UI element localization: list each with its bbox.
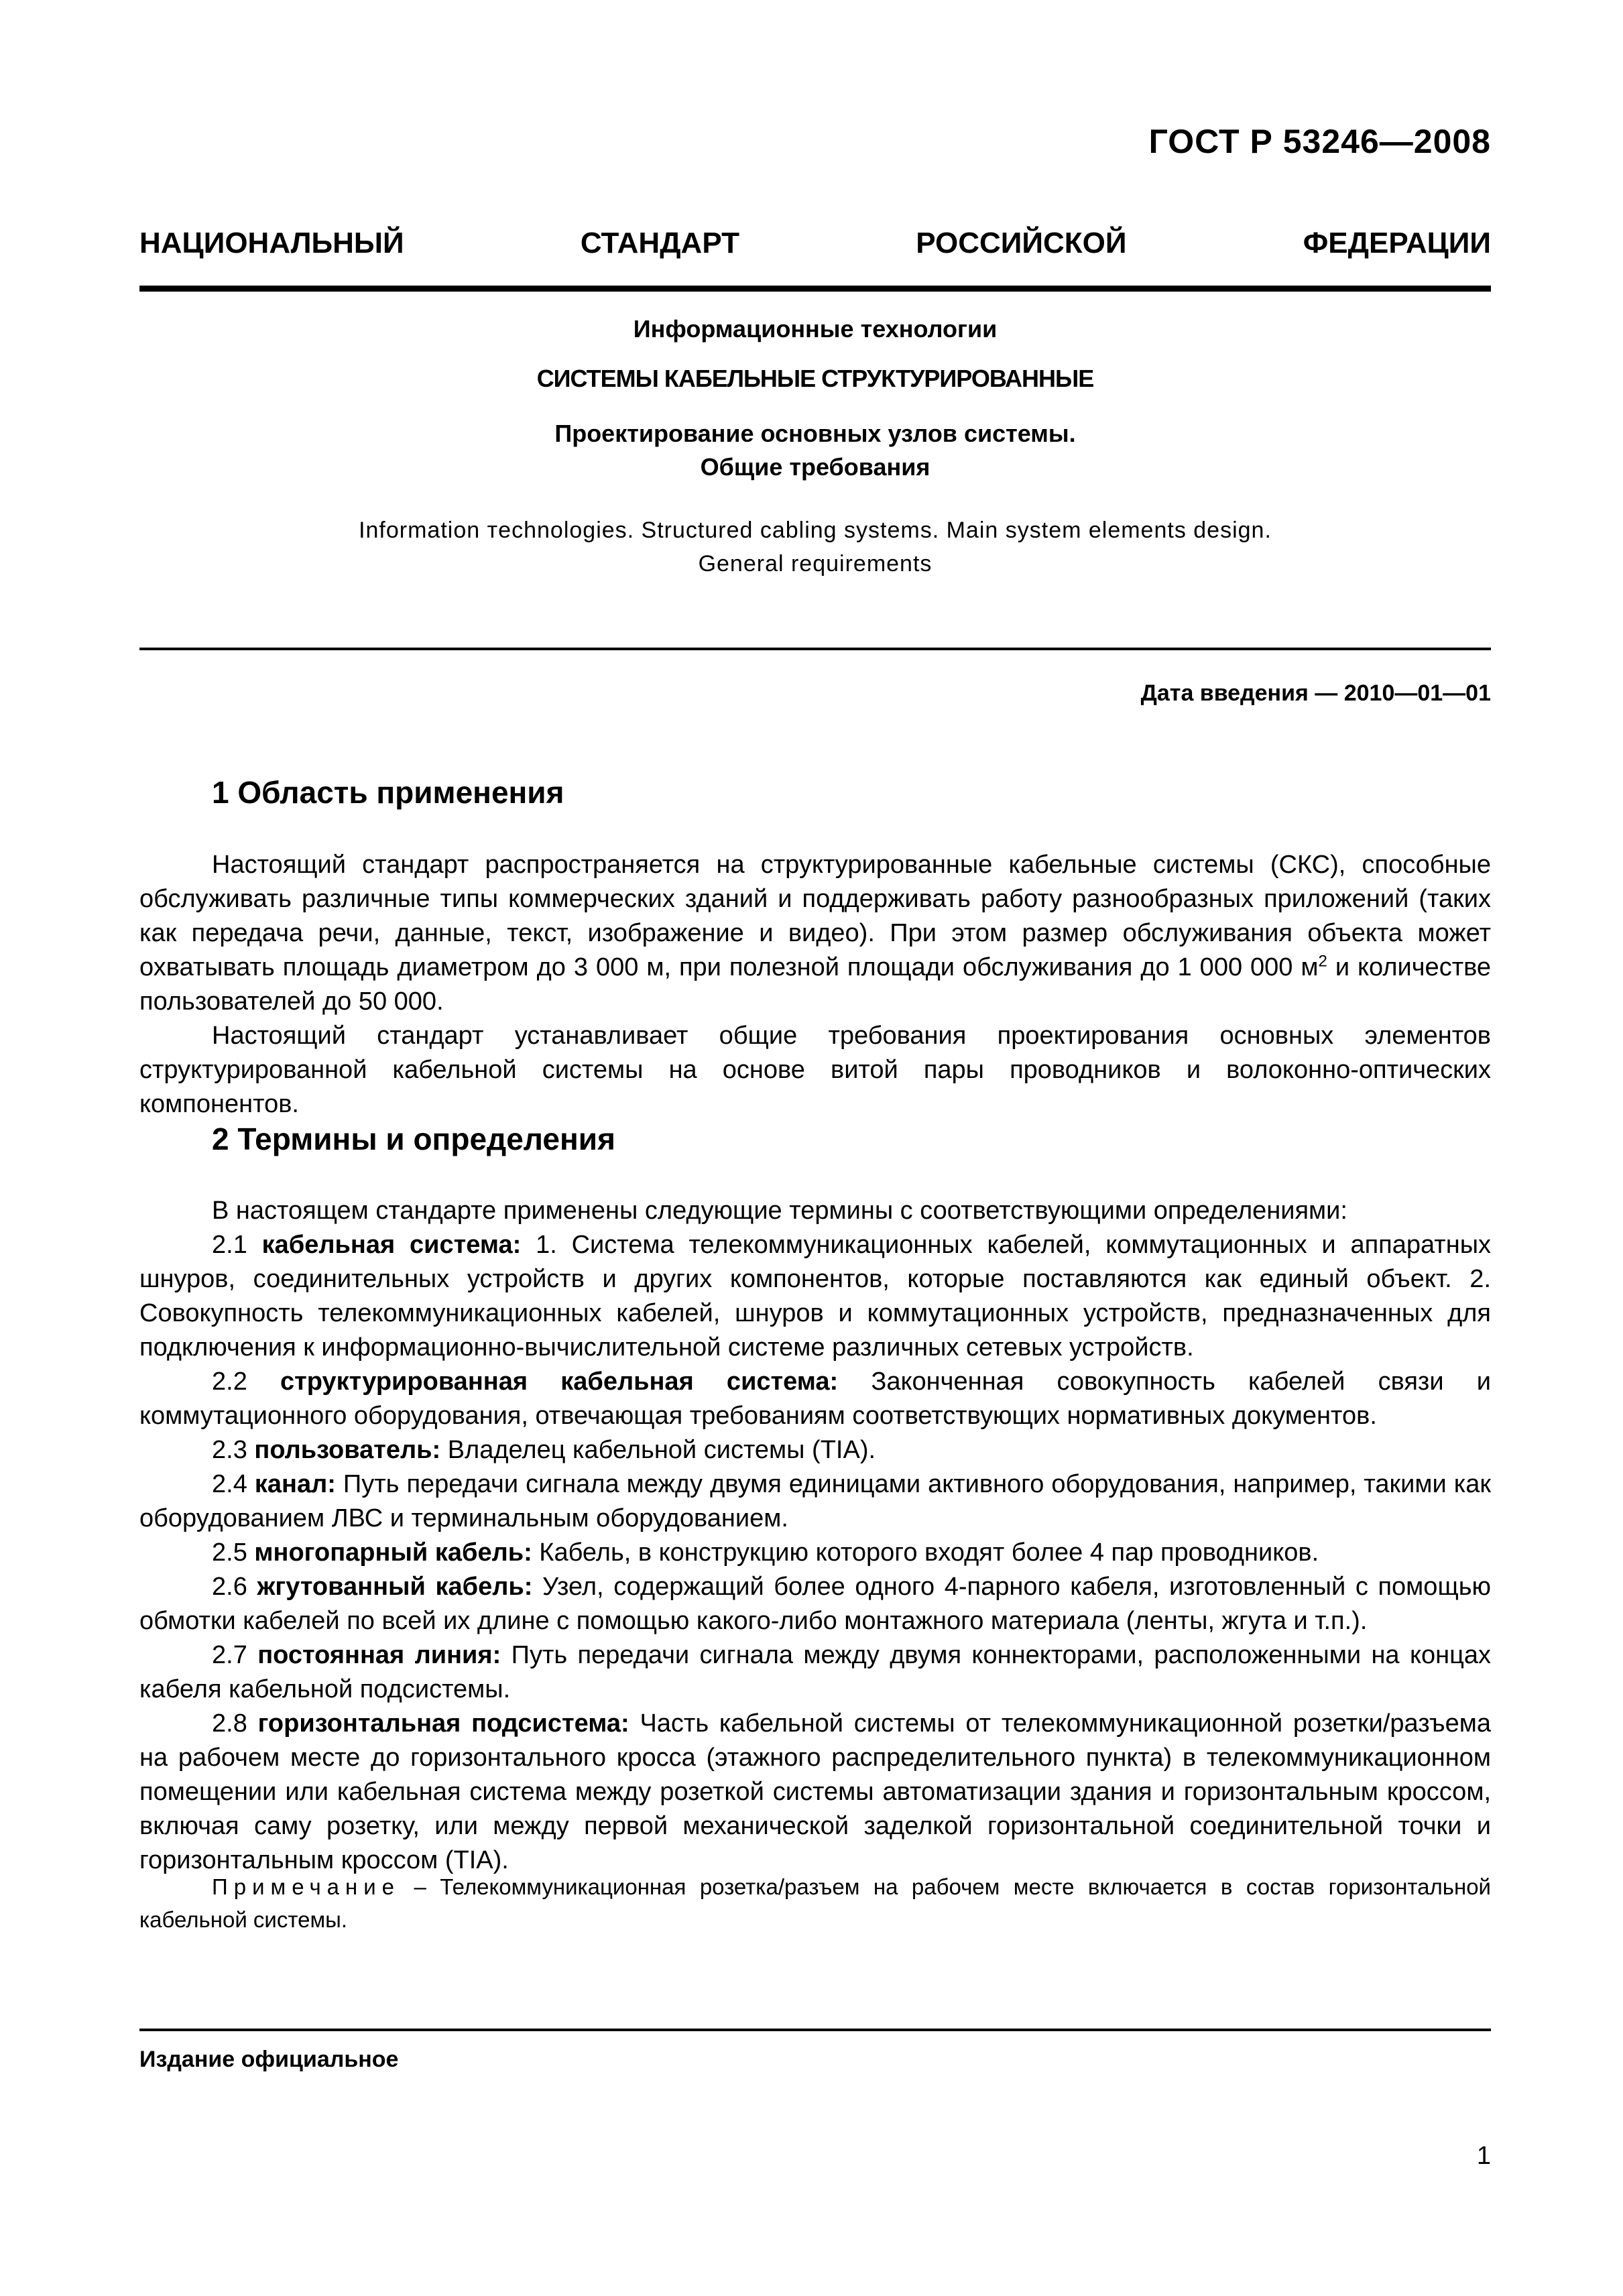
english-title-b: General requirements	[698, 551, 933, 577]
document-number: ГОСТ Р 53246—2008	[1148, 123, 1491, 160]
header-rule	[139, 286, 1491, 292]
title-line-3b: Общие требования	[700, 453, 930, 481]
title-line-2: СИСТЕМЫ КАБЕЛЬНЫЕ СТРУКТУРИРОВАННЫЕ	[536, 365, 1094, 392]
title-line-3a: Проектирование основных узлов системы.	[554, 420, 1076, 447]
section-2-intro: В настоящем стандарте применены следующие термины с соответствующими определениями:	[212, 1197, 1347, 1225]
section-2-heading: 2 Термины и определения	[212, 1122, 615, 1156]
title-rule	[139, 648, 1491, 650]
english-title	[139, 513, 1491, 581]
national-standard-banner: НАЦИОНАЛЬНЫЙ СТАНДАРТ РОССИЙСКОЙ ФЕДЕРАЦИИ	[139, 227, 1491, 259]
term-2-7: 2.7 постоянная линия: Путь передачи сигнала между двумя коннекторами, расположенными на концах кабеля кабельной подсистемы.	[139, 1641, 1492, 1703]
section-1-paragraph-1: Настоящий стандарт распространяется на структурированные кабельные системы (СКС), способные обслуживать различные типы коммерческих зданий и поддерживать работу разнообразных приложений (таких как передача речи, данные, текст, изображение и видео). При этом размер обслуживания объекта может охватывать площадь диаметром до 3 000 м, при полезной площади обслуживания до 1 000 000 $м^2$ и количестве пользователей до 50 000.	[139, 851, 1491, 1016]
section-2-body	[139, 1194, 1491, 1878]
note-label: Примечание	[212, 1874, 401, 1899]
term-2-1: 2.1 кабельная система: 1. Система телекоммуникационных кабелей, коммутационных и аппаратных шнуров, соединительных устройств и других компонентов, которые поставляются как единый объект. 2. Совокупность телекоммуникационных кабелей, шнуров и коммутационных устройств, предназначенных для подключения к информационно-вычислительной системе различных сетевых устройств.	[139, 1231, 1492, 1362]
introduction-date: Дата введения — 2010—01—01	[1140, 680, 1491, 706]
title-line-1: Информационные технологии	[633, 315, 998, 343]
footer-rule	[139, 2029, 1491, 2031]
note	[139, 1870, 1491, 1936]
term-2-5: 2.5 многопарный кабель: Кабель, в конструкцию которого входят более 4 пар проводников.	[212, 1538, 1319, 1567]
section-1-paragraph-2: Настоящий стандарт устанавливает общие требования проектирования основных элементов структурированной кабельной системы на основе витой пары проводников и волоконно-оптических компонентов.	[139, 1022, 1491, 1118]
term-2-2: 2.2 структурированная кабельная система: Законченная совокупность кабелей связи и коммутационного оборудования, отвечающая требованиям соответствующих нормативных документов.	[139, 1368, 1491, 1430]
term-2-4: 2.4 канал: Путь передачи сигнала между двумя единицами активного оборудования, например, такими как оборудованием ЛВС и терминальным оборудованием.	[139, 1470, 1491, 1532]
term-2-8: 2.8 горизонтальная подсистема: Часть кабельной системы от телекоммуникационной розетки/разъема на рабочем месте до горизонтального кросса (этажного распределительного пункта) в телекоммуникационном помещении или кабельная система между розеткой системы автоматизации здания и горизонтальным кроссом, включая саму розетку, или между первой механической заделкой горизонтальной соединительной точки и горизонтальным кроссом (TIA).	[139, 1709, 1491, 1874]
term-2-6: 2.6 жгутованный кабель: Узел, содержащий более одного 4-парного кабеля, изготовленный с помощью обмотки кабелей по всей их длине с помощью какого-либо монтажного материала (ленты, жгута и т.п.).	[139, 1573, 1492, 1635]
page-number: 1	[1476, 2142, 1491, 2170]
section-1-heading: 1 Область применения	[212, 775, 564, 810]
title-line-3	[139, 417, 1491, 484]
superscript-2: 2	[1318, 952, 1327, 971]
official-edition-label: Издание официальное	[139, 2047, 399, 2072]
term-2-3: 2.3 пользователь: Владелец кабельной системы (TIA).	[212, 1436, 876, 1464]
note-text: – Телекоммуникационная розетка/разъем на рабочем месте включается в состав горизонтальной кабельной системы.	[139, 1874, 1491, 1932]
section-1-body	[139, 848, 1491, 1122]
english-title-a: Information тechnologies. Structured cabling systems. Main system elements design.	[359, 518, 1272, 543]
